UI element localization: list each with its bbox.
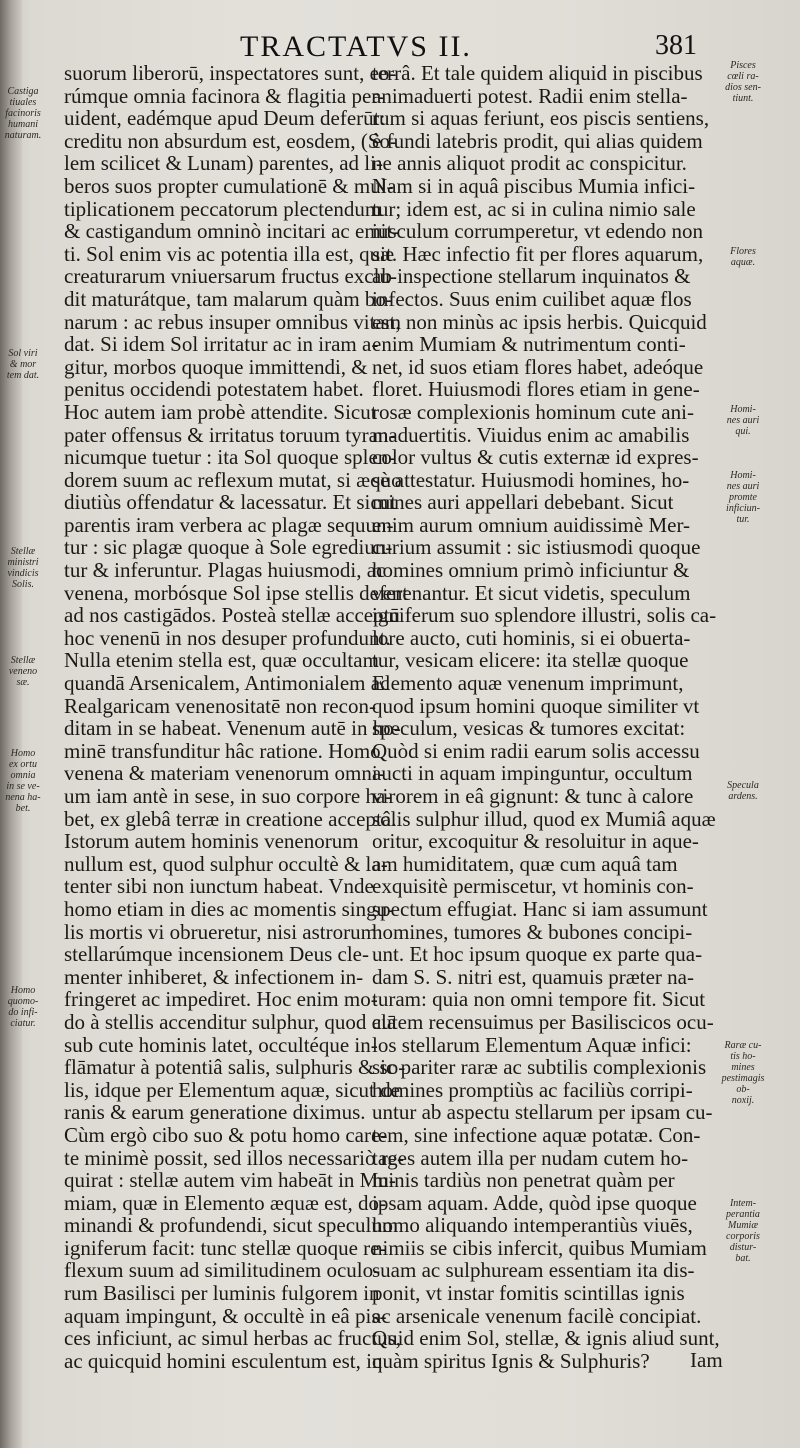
text-line: ditam in se habeat. Venenum autē in ho- bbox=[64, 716, 401, 741]
text-line: ces inficiunt, ac simul herbas ac fructus, bbox=[64, 1326, 402, 1351]
margin-note-line: do infi- bbox=[8, 1007, 38, 1018]
margin-note bbox=[1, 748, 45, 814]
margin-note-line: tiuales bbox=[9, 97, 37, 108]
text-line: dit maturátque, tam malarum quàm bo- bbox=[64, 286, 393, 311]
margin-note bbox=[708, 60, 778, 104]
text-line: tur : sic plagæ quoque à Sole egrediun- bbox=[64, 535, 393, 560]
margin-note-line: quomo- bbox=[7, 996, 39, 1007]
text-line: sit. Hæc infectio fit per flores aquarum, bbox=[372, 241, 704, 266]
margin-note-line: corporis bbox=[726, 1231, 760, 1242]
text-line: ipsam aquam. Adde, quòd ipse quoque bbox=[372, 1190, 697, 1215]
left-text-column bbox=[64, 61, 409, 1373]
margin-note-line: tis ho- bbox=[730, 1051, 756, 1062]
text-line: turam: quia non omni tempore fit. Sicut bbox=[372, 987, 706, 1012]
margin-note-line: Pisces bbox=[730, 60, 756, 71]
text-line: flexum suum ad similitudinem oculo- bbox=[64, 1258, 381, 1283]
margin-note-line: ministri bbox=[7, 557, 39, 568]
text-line: minē transfunditur hâc ratione. Homo bbox=[64, 738, 381, 763]
text-line: creditu non absurdum est, eosdem, (So- bbox=[64, 128, 398, 153]
margin-note-line: sæ. bbox=[16, 677, 30, 688]
text-line: am humiditatem, quæ cum aquâ tam bbox=[372, 851, 678, 876]
text-line: lem scilicet & Lunam) parentes, ad li- bbox=[64, 151, 383, 176]
text-line: narum : ac rebus insuper omnibus vitam bbox=[64, 309, 402, 334]
text-line: Quid enim Sol, stellæ, & ignis aliud sunt, bbox=[372, 1326, 720, 1351]
margin-note bbox=[708, 780, 778, 802]
text-line: quàm spiritus Ignis & Sulphuris? bbox=[372, 1348, 650, 1373]
text-line: nicumque tuetur : ita Sol quoque splen- bbox=[64, 445, 396, 470]
text-line: homines, tumores & bubones concipi- bbox=[372, 919, 693, 944]
margin-note-line: bet. bbox=[15, 803, 31, 814]
text-line: virorem in eâ gignunt: & tunc à calore bbox=[372, 784, 694, 808]
text-line: enim aurum omnium auidissimè Mer- bbox=[372, 512, 691, 537]
margin-note-line: in se ve- bbox=[6, 781, 40, 792]
text-line: rosæ complexionis hominum cute ani- bbox=[372, 399, 694, 424]
text-line: homo etiam in dies ac momentis singu- bbox=[64, 896, 395, 921]
text-line: Hoc autem iam probè attendite. Sicut bbox=[64, 399, 377, 424]
text-line: è fundi latebris prodit, qui alias quidem bbox=[372, 128, 703, 153]
text-line: minandi & profundendi, sicut speculum bbox=[64, 1213, 399, 1238]
margin-note bbox=[708, 470, 778, 525]
margin-note bbox=[708, 246, 778, 268]
margin-note-line: Homo bbox=[10, 985, 36, 996]
page-number: 381 bbox=[655, 30, 697, 61]
text-line: ab inspectione stellarum inquinatos & bbox=[372, 264, 691, 289]
text-line: Cùm ergò cibo suo & potu homo care- bbox=[64, 1122, 388, 1147]
text-line: diutiùs offendatur & lacessatur. Et sicut bbox=[64, 490, 397, 515]
margin-note bbox=[708, 404, 778, 437]
text-line: tenter sibi non iunctum habeat. Vnde bbox=[64, 874, 374, 899]
margin-note-line: cœli ra- bbox=[727, 71, 759, 82]
text-line: nullum est, quod sulphur occultè & la- bbox=[64, 851, 388, 876]
text-line: venena, morbósque Sol ipse stellis defert bbox=[64, 580, 409, 605]
text-line: lis, idque per Elementum aquæ, sicut de bbox=[64, 1077, 400, 1102]
text-line: net, id suos etiam flores habet, adeóque bbox=[372, 354, 704, 379]
text-line: est, non minùs ac ipsis herbis. Quicquid bbox=[372, 309, 707, 334]
text-line: venenantur. Et sicut videtis, speculum bbox=[372, 580, 691, 605]
margin-note-line: Castiga bbox=[7, 86, 39, 97]
text-line: Elemento aquæ venenum imprimunt, bbox=[372, 671, 684, 696]
text-line: ad nos castigādos. Posteà stellæ acceptū bbox=[64, 603, 400, 628]
margin-note-line: vindicis bbox=[7, 568, 39, 579]
margin-note-line: naturam. bbox=[4, 130, 42, 141]
text-line: te minimè possit, sed illos necessariò re- bbox=[64, 1145, 405, 1170]
text-line: iusculum corrumperetur, vt edendo non bbox=[372, 219, 703, 244]
text-line: curium assumit : sic istiusmodi quoque bbox=[372, 535, 701, 560]
margin-note bbox=[1, 655, 45, 688]
text-line: sub cute hominis latet, occultéque in- bbox=[64, 1032, 378, 1057]
text-line: ac arsenicale venenum facilè concipiat. bbox=[372, 1303, 702, 1328]
margin-note-line: Sol viri bbox=[8, 348, 38, 359]
margin-note-line: Homi- bbox=[730, 404, 756, 415]
margin-note-line: Intem- bbox=[729, 1198, 757, 1209]
margin-note-line: omnia bbox=[10, 770, 36, 781]
text-line: igniferum suo splendore illustri, solis ca- bbox=[372, 603, 717, 628]
text-line: suorum liberorū, inspectatores sunt, eo- bbox=[64, 61, 397, 85]
text-line: igniferum facit: tunc stellæ quoque re- bbox=[64, 1235, 387, 1260]
margin-note-line: facinoris bbox=[5, 108, 41, 119]
text-line: untur ab aspectu stellarum per ipsam cu- bbox=[372, 1100, 713, 1125]
margin-note-line: Specula bbox=[727, 780, 759, 791]
margin-note-line: perantia bbox=[726, 1209, 760, 1220]
margin-note-line: Solis. bbox=[12, 579, 34, 590]
text-line: exquisitè permiscetur, vt hominis con- bbox=[372, 874, 694, 899]
text-line: lore aucto, cuti hominis, si ei obuerta- bbox=[372, 625, 691, 650]
text-line: Realgaricam venenositatē non recon- bbox=[64, 693, 376, 718]
margin-note-line: dios sen- bbox=[725, 82, 761, 93]
margin-note-line: Homi- bbox=[730, 470, 756, 481]
margin-note-line: Raræ cu- bbox=[724, 1040, 762, 1051]
text-line: animaduerti potest. Radii enim stella- bbox=[372, 83, 688, 108]
margin-note-line: Mumiæ bbox=[728, 1220, 758, 1231]
text-line: fringeret ac impediret. Hoc enim mo- bbox=[64, 987, 378, 1012]
margin-note-line: Homo bbox=[10, 748, 36, 759]
text-line: oritur, excoquitur & resoluitur in aque- bbox=[372, 829, 699, 854]
text-line: speculum, vesicas & tumores excitat: bbox=[372, 716, 686, 741]
text-line: tiplicationem peccatorum plectendum bbox=[64, 196, 382, 221]
text-line: hoc venenū in nos desuper profundunt. bbox=[64, 625, 391, 650]
text-line: los stellarum Elementum Aquæ infici: bbox=[372, 1032, 692, 1057]
text-line: ti. Sol enim vis ac potentia illa est, quæ bbox=[64, 241, 395, 266]
margin-note-line: bat. bbox=[735, 1253, 751, 1264]
text-line: color vultus & cutis externæ id expres- bbox=[372, 445, 699, 470]
text-line: pater offensus & irritatus toruum tyran- bbox=[64, 422, 396, 447]
text-line: nimiis se cibis infercit, quibus Mumiam bbox=[372, 1235, 707, 1260]
margin-note-line: noxij. bbox=[731, 1095, 755, 1106]
text-line: sè attestatur. Huiusmodi homines, ho- bbox=[372, 467, 690, 492]
margin-note-line: nena ha- bbox=[5, 792, 41, 803]
text-line: rum Basilisci per luminis fulgorem in bbox=[64, 1281, 380, 1306]
margin-note bbox=[708, 1040, 778, 1106]
text-line: sic pariter raræ ac subtilis complexionis bbox=[372, 1055, 707, 1080]
margin-note-line: ex ortu bbox=[8, 759, 38, 770]
margin-note-line: & mor bbox=[9, 359, 37, 370]
margin-note-line: Flores bbox=[730, 246, 756, 257]
text-line: infectos. Suus enim cuilibet aquæ flos bbox=[372, 286, 692, 311]
margin-note-line: nes auri bbox=[726, 481, 760, 492]
text-line: creaturarum vniuersarum fructus exclu- bbox=[64, 264, 397, 289]
text-line: dam S. S. nitri est, quamuis præter na- bbox=[372, 964, 694, 989]
margin-note-line: qui. bbox=[735, 426, 751, 437]
right-text-column bbox=[372, 61, 720, 1373]
margin-note-line: aquæ. bbox=[730, 257, 756, 268]
text-line: Nulla etenim stella est, quæ occultam bbox=[64, 648, 379, 673]
text-line: tur, vesicam elicere: ita stellæ quoque bbox=[372, 648, 689, 673]
text-line: menter inhiberet, & infectionem in- bbox=[64, 964, 364, 989]
text-line: ranis & earum generatione diximus. bbox=[64, 1100, 366, 1125]
text-line: parentis iram verbera ac plagæ sequun- bbox=[64, 512, 394, 537]
text-line: dorem suum ac reflexum mutat, si æquo bbox=[64, 467, 402, 492]
text-line: homines promptiùs ac faciliùs corripi- bbox=[372, 1077, 693, 1102]
margin-note-line: pestimagis bbox=[721, 1073, 765, 1084]
text-line: homines omnium primò inficiuntur & bbox=[372, 558, 690, 583]
text-line: autem recensuimus per Basiliscicos ocu- bbox=[372, 1009, 714, 1034]
text-line: ponit, vt instar fomitis scintillas ignis bbox=[372, 1281, 685, 1306]
text-line: maduertitis. Viuidus enim ac amabilis bbox=[372, 422, 690, 447]
text-line: aquam impingunt, & occultè in eâ pis- bbox=[64, 1303, 387, 1328]
margin-note-line: mines bbox=[731, 1062, 755, 1073]
text-line: miam, quæ in Elemento æquæ est, do- bbox=[64, 1190, 386, 1215]
margin-note-line: inficiun- bbox=[726, 503, 760, 514]
margin-note-line: humani bbox=[8, 119, 38, 130]
margin-note-line: ciatur. bbox=[10, 1018, 36, 1029]
text-line: rum si aquas feriunt, eos piscis sentiens, bbox=[372, 106, 710, 131]
margin-note bbox=[708, 1198, 778, 1264]
text-line: bet, ex glebâ terræ in creatione acceptâ. bbox=[64, 806, 397, 831]
text-line: mines auri appellari debebant. Sicut bbox=[372, 490, 674, 515]
text-line: flāmatur à potentiâ salis, sulphuris & so- bbox=[64, 1055, 406, 1080]
text-line: spectum effugiat. Hanc si iam assumunt bbox=[372, 896, 708, 921]
text-line: Istorum autem hominis venenorum bbox=[64, 829, 359, 854]
margin-note-line: tem dat. bbox=[6, 370, 40, 381]
text-line: quirat : stellæ autem vim habeāt in Mu- bbox=[64, 1168, 396, 1193]
text-line: ac quicquid homini esculentum est, in bbox=[64, 1348, 383, 1373]
margin-note-line: distur- bbox=[729, 1242, 757, 1253]
text-line: dat. Si idem Sol irritatur ac in iram a- bbox=[64, 332, 379, 357]
text-line: tur & inferuntur. Plagas huiusmodi, ac bbox=[64, 558, 386, 583]
margin-note-line: tur. bbox=[736, 514, 750, 525]
text-line: do à stellis accenditur sulphur, quod clā bbox=[64, 1009, 397, 1034]
margin-note-line: Stellæ bbox=[10, 546, 36, 557]
catchword: Iam bbox=[690, 1348, 723, 1372]
text-line: beros suos propter cumulationē & mul- bbox=[64, 173, 394, 198]
text-line: uident, eadémque apud Deum deferūt: bbox=[64, 106, 386, 131]
text-line: stellarúmque incensionem Deus cle- bbox=[64, 942, 369, 967]
text-line: & castigandum omninò incitari ac emit- bbox=[64, 219, 400, 244]
text-line: venena & materiam venenorum omni- bbox=[64, 761, 385, 786]
text-line: solis sulphur illud, quod ex Mumiâ aquæ bbox=[372, 806, 716, 831]
text-line: minis tardiùs non penetrat quàm per bbox=[372, 1168, 675, 1193]
text-line: tages autem illa per nudam cutem ho- bbox=[372, 1145, 689, 1170]
text-line: rúmque omnia facinora & flagitia per- bbox=[64, 83, 385, 108]
text-line: homo aliquando intemperantiùs viuēs, bbox=[372, 1213, 693, 1238]
text-line: terrâ. Et tale quidem aliquid in piscibus bbox=[372, 61, 703, 85]
text-line: tur; idem est, ac si in culina nimio sale bbox=[372, 196, 696, 221]
text-line: aucti in aquam impinguntur, occultum bbox=[372, 761, 693, 786]
margin-note-line: Stellæ bbox=[10, 655, 36, 666]
binding-gutter bbox=[0, 0, 22, 1448]
text-line: ne annis aliquot prodit ac conspicitur. bbox=[372, 151, 687, 176]
text-line: tem, sine infectione aquæ potatæ. Con- bbox=[372, 1122, 701, 1147]
text-line: Nam si in aquâ piscibus Mumia infici- bbox=[372, 173, 696, 198]
margin-note-line: promte bbox=[729, 492, 757, 503]
text-line: quandā Arsenicalem, Antimonialem ac bbox=[64, 671, 390, 696]
margin-note-line: tiunt. bbox=[732, 93, 754, 104]
margin-note-line: nes auri bbox=[726, 415, 760, 426]
margin-note bbox=[1, 985, 45, 1029]
text-line: penitus occidendi potestatem habet. bbox=[64, 377, 364, 402]
margin-note-line: ob- bbox=[736, 1084, 750, 1095]
margin-note bbox=[1, 546, 45, 590]
text-line: gitur, morbos quoque immittendi, & bbox=[64, 354, 368, 379]
text-line: floret. Huiusmodi flores etiam in gene- bbox=[372, 377, 700, 402]
text-line: unt. Et hoc ipsum quoque ex parte qua- bbox=[372, 942, 703, 967]
margin-note-line: veneno bbox=[8, 666, 38, 677]
margin-note bbox=[1, 348, 45, 381]
margin-note-line: ardens. bbox=[728, 791, 758, 802]
text-line: enim Mumiam & nutrimentum conti- bbox=[372, 332, 686, 357]
margin-note bbox=[1, 86, 45, 141]
text-line: Quòd si enim radii earum solis accessu bbox=[372, 738, 700, 763]
text-line: um iam antè in sese, in suo corpore ha- bbox=[64, 784, 393, 808]
text-line: suam ac sulphuream essentiam ita dis- bbox=[372, 1258, 695, 1283]
text-line: quod ipsum homini quoque similiter vt bbox=[372, 693, 700, 718]
running-head-title: TRACTATVS II. bbox=[240, 30, 472, 63]
text-line: lis mortis vi obrueretur, nisi astrorum bbox=[64, 919, 377, 944]
